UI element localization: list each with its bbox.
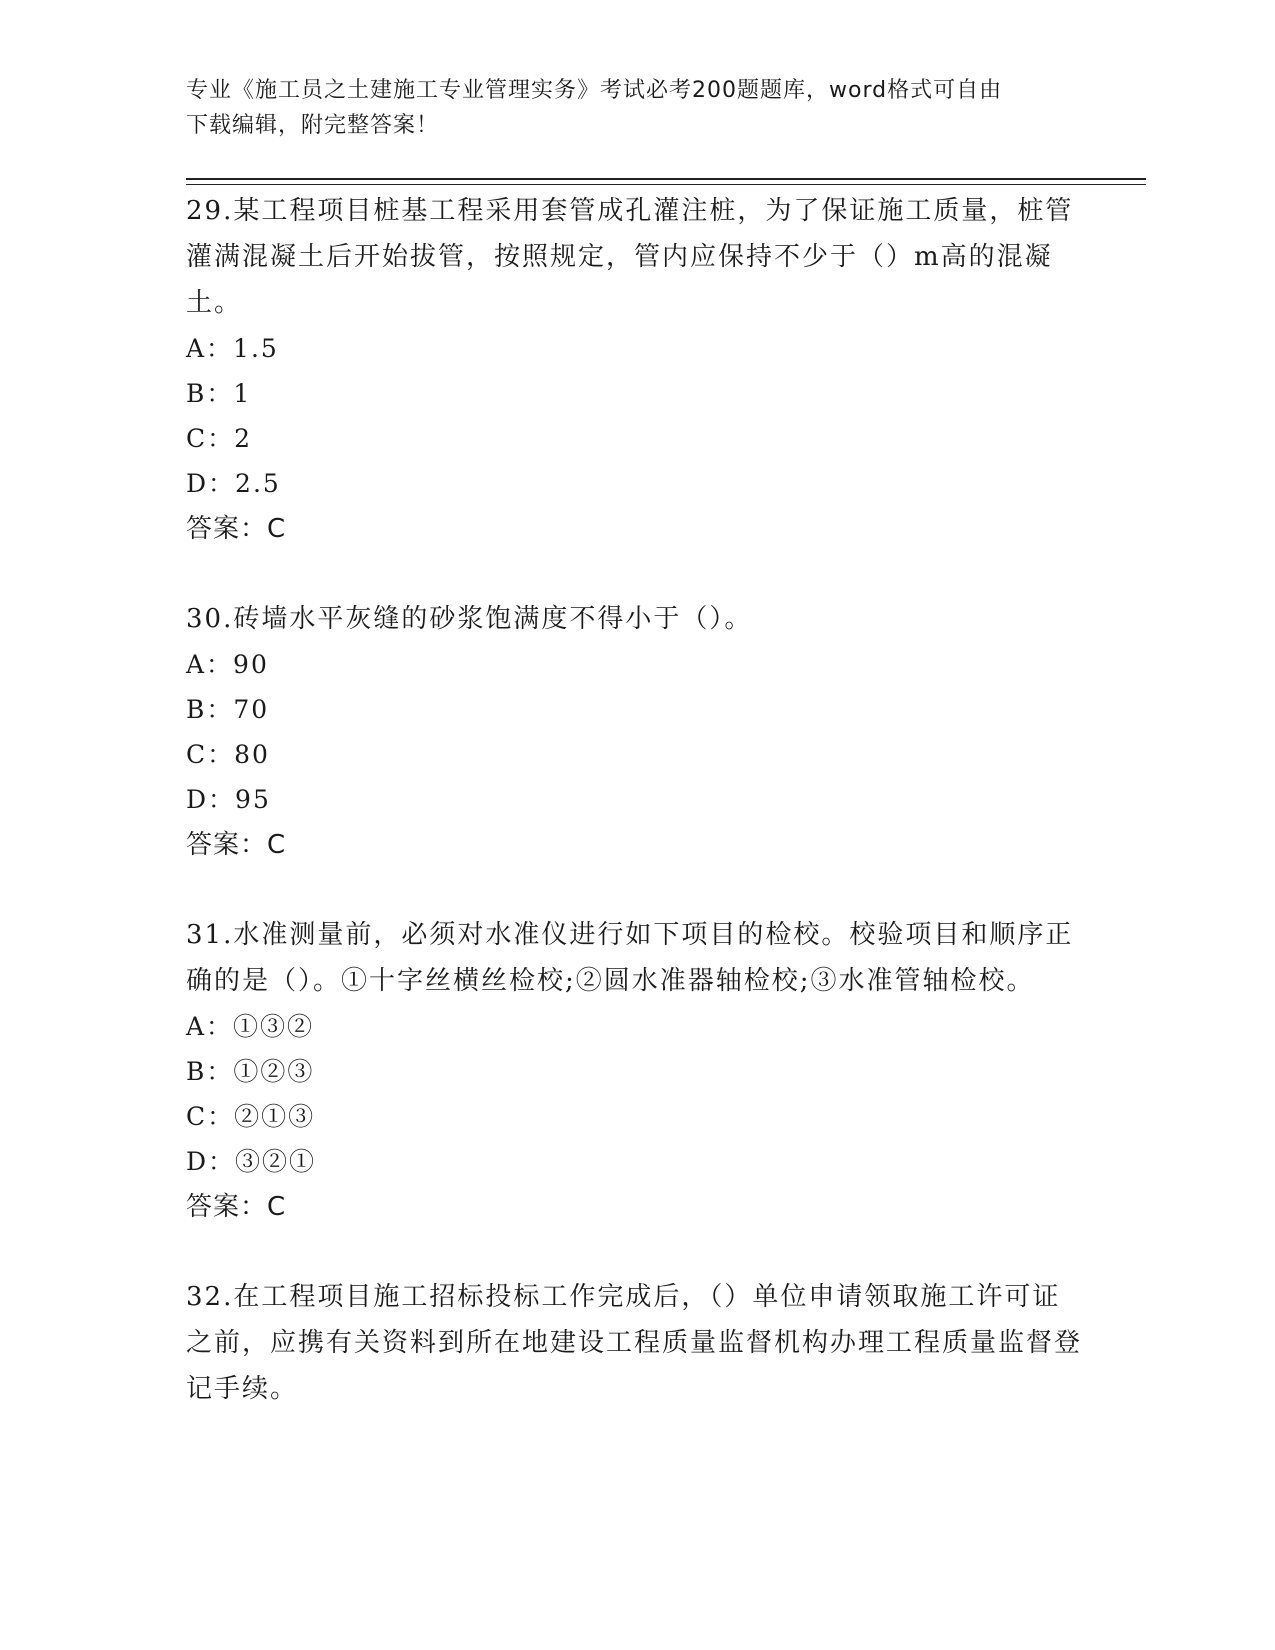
option-d: D：③②① <box>186 1147 317 1176</box>
option-d: D：2.5 <box>186 469 281 498</box>
answer: 答案：C <box>186 514 287 544</box>
question-32 <box>186 1274 1086 1412</box>
option-b: B：1 <box>186 379 252 408</box>
option-b: B：①②③ <box>186 1057 315 1086</box>
document-header <box>186 73 1066 143</box>
question-list <box>186 188 1086 1456</box>
question-text: 29.某工程项目桩基工程采用套管成孔灌注桩，为了保证施工质量，桩管灌满混凝土后开始拔管，按照规定，管内应保持不少于（）m高的混凝土。 <box>186 196 1074 318</box>
header-line-2: 下载编辑，附完整答案！ <box>186 113 440 138</box>
question-29 <box>186 188 1086 552</box>
option-c: C：②①③ <box>186 1102 316 1131</box>
option-a: A：1.5 <box>186 334 279 363</box>
question-30 <box>186 596 1086 868</box>
option-d: D：95 <box>186 785 271 814</box>
question-text: 30.砖墙水平灰缝的砂浆饱满度不得小于（）。 <box>186 604 753 634</box>
option-c: C：80 <box>186 740 270 769</box>
question-31 <box>186 912 1086 1230</box>
question-text: 31.水准测量前，必须对水准仪进行如下项目的检校。校验项目和顺序正确的是（）。①十字丝横丝检校;②圆水准器轴检校;③水准管轴检校。 <box>186 920 1074 996</box>
option-b: B：70 <box>186 695 270 724</box>
answer: 答案：C <box>186 1192 287 1222</box>
header-line-1: 专业《施工员之土建施工专业管理实务》考试必考200题题库，word格式可自由 <box>186 78 1003 103</box>
option-c: C：2 <box>186 424 253 453</box>
header-divider-top <box>186 178 1146 180</box>
option-a: A：90 <box>186 650 269 679</box>
question-text: 32.在工程项目施工招标投标工作完成后，（）单位申请领取施工许可证之前，应携有关资料到所在地建设工程质量监督机构办理工程质量监督登记手续。 <box>186 1282 1083 1404</box>
option-a: A：①③② <box>186 1012 315 1041</box>
header-divider-bottom <box>186 184 1146 185</box>
answer: 答案：C <box>186 830 287 860</box>
